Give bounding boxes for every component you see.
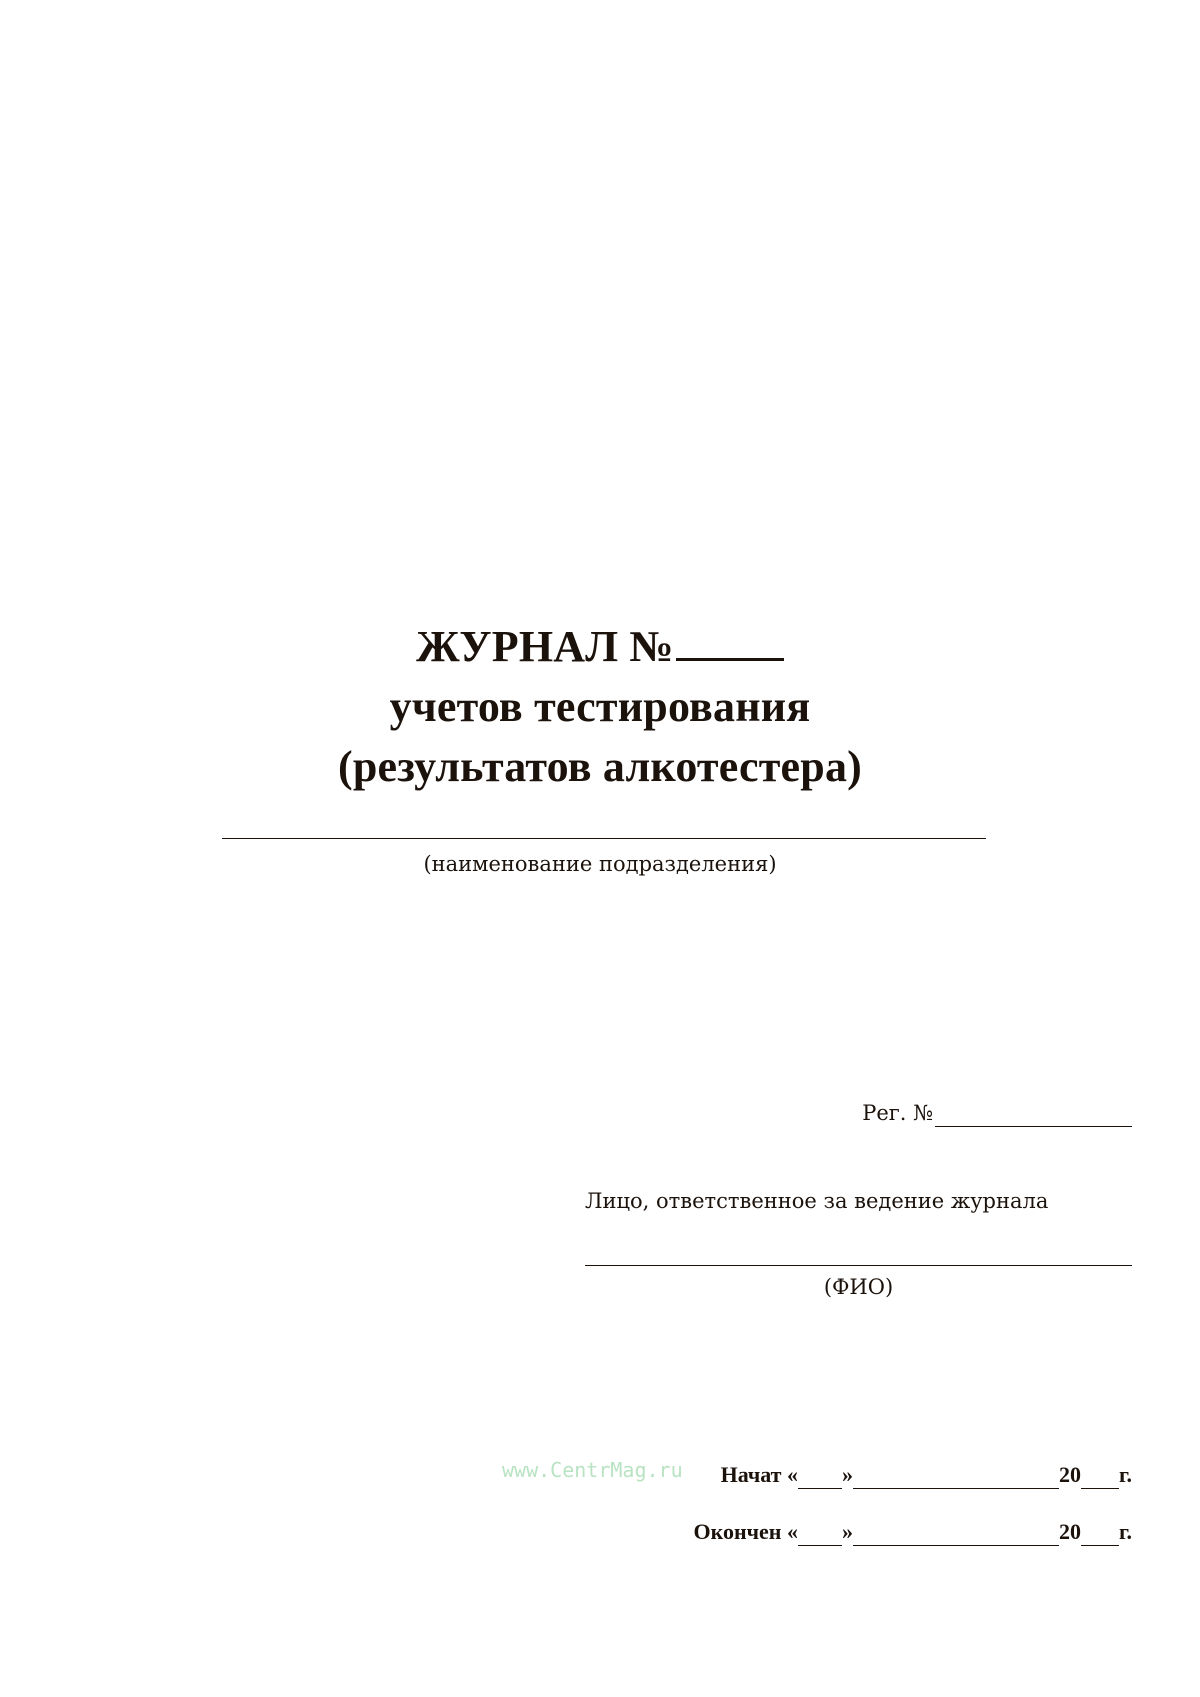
end-year-blank[interactable] (1081, 1523, 1119, 1546)
title-journal-number-label: ЖУРНАЛ № (416, 622, 674, 671)
start-month-blank[interactable] (853, 1466, 1059, 1489)
responsible-person-blank[interactable] (585, 1265, 1132, 1266)
department-caption: (наименование подразделения) (423, 852, 777, 876)
department-name-blank[interactable] (222, 838, 986, 839)
responsible-person-label: Лицо, ответственное за ведение журнала (585, 1189, 1049, 1213)
registration-number-row (862, 1099, 1132, 1127)
title-line-2: учетов тестирования (389, 682, 811, 731)
end-day-blank[interactable] (798, 1523, 842, 1546)
journal-title (0, 617, 1200, 797)
end-year-suffix: г. (1118, 1519, 1132, 1544)
start-year-blank[interactable] (1081, 1466, 1119, 1489)
start-date-label: Начат « (720, 1462, 798, 1487)
start-century: 20 (1058, 1462, 1081, 1487)
title-line-3: (результатов алкотестера) (337, 742, 863, 791)
journal-number-blank[interactable] (676, 630, 784, 661)
fio-caption: (ФИО) (823, 1275, 894, 1299)
watermark: www.CentrMag.ru (502, 1458, 683, 1482)
start-quote-close: » (841, 1462, 853, 1487)
title-line-1 (0, 617, 1200, 677)
registration-number-label: Рег. № (862, 1101, 933, 1125)
end-month-blank[interactable] (853, 1523, 1059, 1546)
end-date-label: Окончен « (693, 1519, 798, 1544)
end-century: 20 (1058, 1519, 1081, 1544)
start-date-row (721, 1461, 1132, 1489)
end-date-row (693, 1518, 1132, 1546)
start-day-blank[interactable] (798, 1466, 842, 1489)
registration-number-blank[interactable] (935, 1104, 1132, 1127)
end-quote-close: » (841, 1519, 853, 1544)
start-year-suffix: г. (1118, 1462, 1132, 1487)
